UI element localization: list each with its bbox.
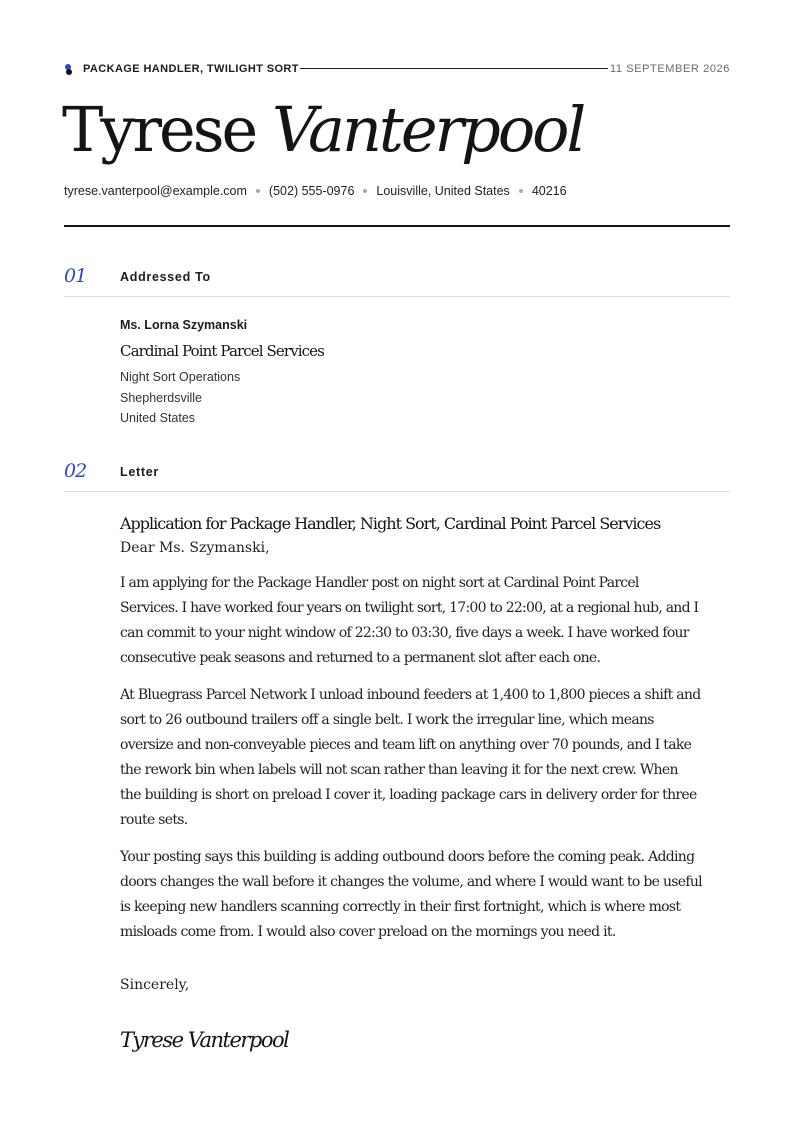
dark-dot-icon bbox=[66, 69, 72, 75]
paragraph-line: Your posting says this building is adding outbound doors before the coming peak. Adding bbox=[120, 849, 695, 865]
signature: Tyrese Vanterpool bbox=[120, 1028, 289, 1052]
section-title: Addressed To bbox=[120, 270, 211, 284]
separator-dot bbox=[363, 189, 367, 193]
contact-postal: 40216 bbox=[531, 184, 567, 198]
letter-paragraph bbox=[120, 845, 732, 945]
section-title: Letter bbox=[120, 465, 159, 479]
paragraph-line: the building is short on preload I cover it, loading package cars in delivery order for three bbox=[120, 787, 697, 803]
letter-paragraph bbox=[120, 571, 732, 671]
paragraph-line: doors changes the wall before it changes the volume, and where I would want to be useful bbox=[120, 874, 702, 890]
header-rule bbox=[64, 225, 730, 227]
paragraph-line: consecutive peak seasons and returned to a permanent slot after each one. bbox=[120, 650, 601, 666]
closing: Sincerely, bbox=[120, 977, 190, 993]
role-title: PACKAGE HANDLER, TWILIGHT SORT bbox=[83, 63, 299, 75]
paragraph-line: route sets. bbox=[120, 812, 188, 828]
section-letter-header bbox=[64, 462, 730, 482]
paragraph-line: sort to 26 outbound trailers off a single belt. I work the irregular line, which means bbox=[120, 712, 654, 728]
paragraph-line: the rework bin when labels will not scan rather than leaving it for the next crew. When bbox=[120, 762, 678, 778]
letter-paragraph bbox=[120, 683, 732, 833]
paragraph-line: At Bluegrass Parcel Network I unload inbound feeders at 1,400 to 1,800 pieces a shift and bbox=[120, 687, 701, 703]
paragraph-line: is keeping new handlers scanning correctly in their first fortnight, which is where most bbox=[120, 899, 681, 915]
first-name: Tyrese bbox=[62, 93, 256, 166]
header-divider bbox=[300, 68, 608, 69]
letter-subject: Application for Package Handler, Night Sort, Cardinal Point Parcel Services bbox=[120, 514, 661, 533]
section-divider bbox=[64, 491, 730, 492]
paragraph-line: can commit to your night window of 22:30 to 03:30, five days a week. I have worked four bbox=[120, 625, 689, 641]
contact-line bbox=[64, 183, 567, 200]
section-divider bbox=[64, 296, 730, 297]
letter-date: 11 SEPTEMBER 2026 bbox=[609, 63, 730, 75]
section-addressed-header bbox=[64, 267, 730, 287]
address-line: Night Sort Operations bbox=[120, 370, 241, 384]
separator-dot bbox=[519, 189, 523, 193]
recipient-company: Cardinal Point Parcel Services bbox=[120, 342, 324, 360]
paragraph-line: misloads come from. I would also cover preload on the mornings you need it. bbox=[120, 924, 616, 940]
separator-dot bbox=[256, 189, 260, 193]
salutation: Dear Ms. Szymanski, bbox=[120, 540, 270, 556]
paragraph-line: Services. I have worked four years on twilight sort, 17:00 to 22:00, at a regional hub, and I bbox=[120, 600, 699, 616]
last-name: Vanterpool bbox=[271, 93, 584, 166]
applicant-name bbox=[62, 92, 583, 168]
paragraph-line: I am applying for the Package Handler post on night sort at Cardinal Point Parcel bbox=[120, 575, 639, 591]
contact-phone[interactable]: (502) 555-0976 bbox=[268, 184, 355, 198]
contact-location: Louisville, United States bbox=[376, 184, 510, 198]
address-line: United States bbox=[120, 411, 196, 425]
paragraph-line: oversize and non-conveyable pieces and team lift on anything over 70 pounds, and I take bbox=[120, 737, 692, 753]
recipient-name: Ms. Lorna Szymanski bbox=[120, 318, 248, 332]
bullet-icon bbox=[64, 64, 74, 76]
header-meta bbox=[64, 62, 730, 76]
section-number: 01 bbox=[64, 265, 87, 287]
address-line: Shepherdsville bbox=[120, 391, 202, 405]
section-number: 02 bbox=[64, 460, 87, 482]
contact-email[interactable]: tyrese.vanterpool@example.com bbox=[64, 184, 247, 198]
